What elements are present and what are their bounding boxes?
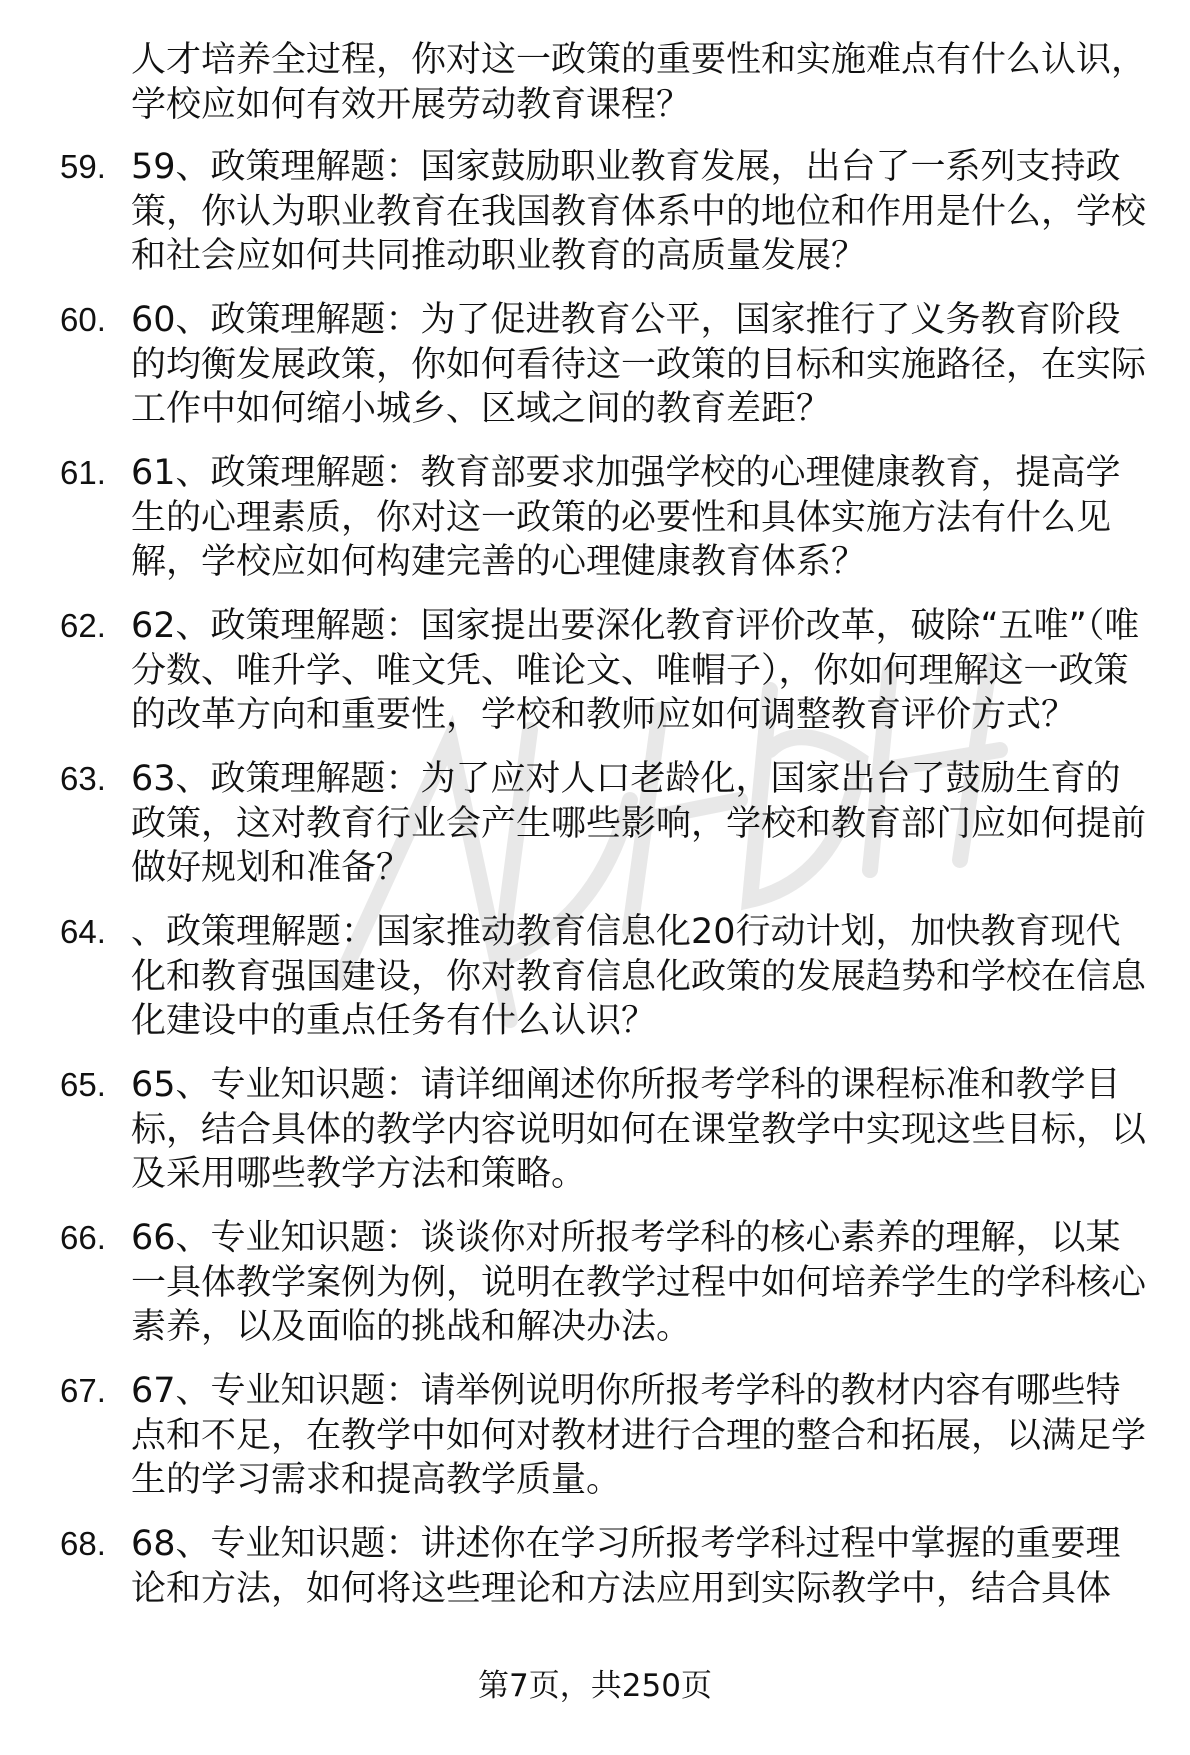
question-number: 68. [60,1525,106,1562]
question-text: 67、专业知识题：请举例说明你所报考学科的教材内容有哪些特点和不足，在教学中如何对教材进行合理的整合和拓展，以满足学生的学习需求和提高教学质量。 [131,1371,1147,1500]
question-text: 、政策理解题：国家推动教育信息化20行动计划，加快教育现代化和教育强国建设，你对教育信息化政策的发展趋势和学校在信息化建设中的重点任务有什么认识？ [131,912,1147,1041]
question-item [0,757,1190,891]
question-text: 62、政策理解题：国家提出要深化教育评价改革，破除“五唯”（唯分数、唯升学、唯文凭、唯论文、唯帽子），你如何理解这一政策的改革方向和重要性，学校和教师应如何调整教育评价方式？ [131,606,1140,735]
question-text: 63、政策理解题：为了应对人口老龄化，国家出台了鼓励生育的政策，这对教育行业会产生哪些影响，学校和教育部门应如何提前做好规划和准备？ [131,759,1147,888]
question-text: 60、政策理解题：为了促进教育公平，国家推行了义务教育阶段的均衡发展政策，你如何看待这一政策的目标和实施路径，在实际工作中如何缩小城乡、区域之间的教育差距？ [131,300,1147,429]
question-text: 61、政策理解题：教育部要求加强学校的心理健康教育，提高学生的心理素质，你对这一政策的必要性和具体实施方法有什么见解，学校应如何构建完善的心理健康教育体系？ [131,453,1121,582]
question-number: 65. [60,1066,106,1103]
content-area [0,38,1190,1631]
question-list [0,145,1190,1611]
question-item [0,910,1190,1044]
question-item [0,451,1190,585]
question-item [0,145,1190,279]
question-number: 59. [60,148,106,185]
question-item [0,1216,1190,1350]
question-item [0,1369,1190,1503]
question-number: 66. [60,1219,106,1256]
question-number: 60. [60,301,106,338]
question-item [0,298,1190,432]
question-item [0,1063,1190,1197]
question-number: 63. [60,760,106,797]
question-number: 64. [60,913,106,950]
question-number: 61. [60,454,106,491]
page-footer: 第7页，共250页 [478,1668,712,1704]
question-number: 62. [60,607,106,644]
question-item [0,604,1190,738]
question-text: 66、专业知识题：谈谈你对所报考学科的核心素养的理解，以某一具体教学案例为例，说明在教学过程中如何培养学生的学科核心素养，以及面临的挑战和解决办法。 [131,1218,1147,1347]
question-number: 67. [60,1372,106,1409]
question-text: 65、专业知识题：请详细阐述你所报考学科的课程标准和教学目标，结合具体的教学内容说明如何在课堂教学中实现这些目标，以及采用哪些教学方法和策略。 [131,1065,1147,1194]
question-text: 68、专业知识题：讲述你在学习所报考学科过程中掌握的重要理论和方法，如何将这些理论和方法应用到实际教学中，结合具体 [131,1524,1121,1609]
question-text: 59、政策理解题：国家鼓励职业教育发展，出台了一系列支持政策，你认为职业教育在我国教育体系中的地位和作用是什么，学校和社会应如何共同推动职业教育的高质量发展？ [131,147,1147,276]
continuation-text: 人才培养全过程，你对这一政策的重要性和实施难点有什么认识，学校应如何有效开展劳动教育课程？ [131,40,1147,125]
question-item [0,1522,1190,1611]
